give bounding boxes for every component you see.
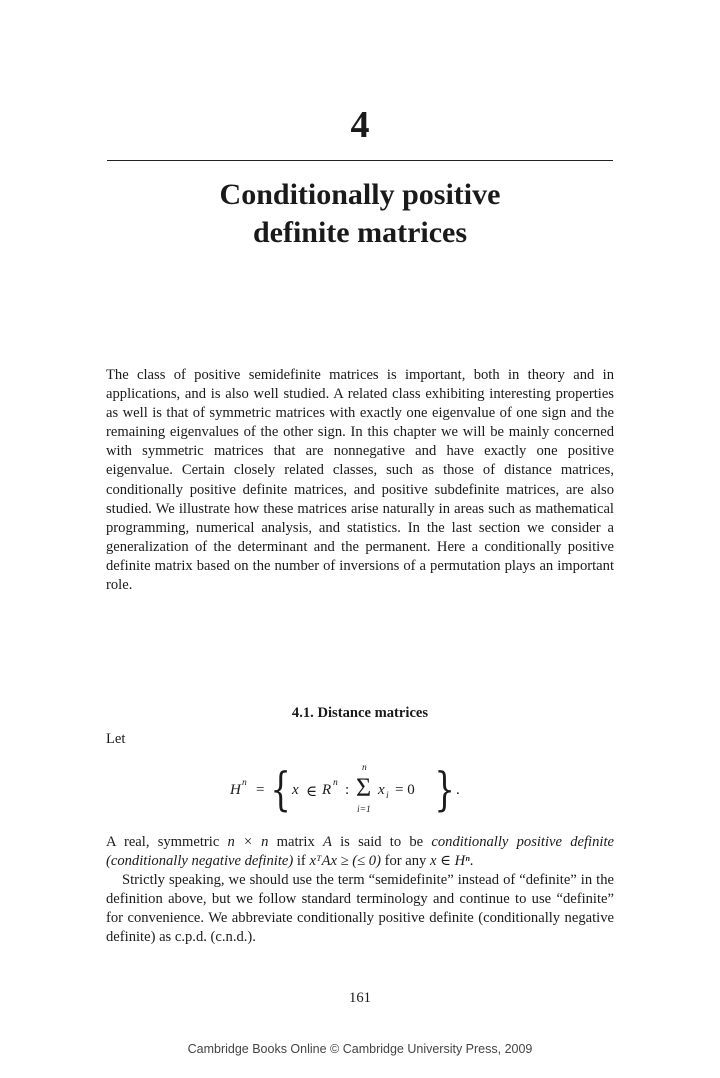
chapter-number: 4 (350, 104, 370, 146)
eq-lhs-base: H (230, 782, 241, 798)
def-text-5: for any (380, 853, 430, 870)
intro-paragraph (106, 366, 614, 595)
eq-colon: : (345, 782, 350, 798)
def-dim: n × n (227, 834, 269, 850)
set-equation (0, 756, 720, 822)
def-text-3: is said to be (331, 834, 432, 850)
eq-rhs: = 0 (395, 782, 415, 798)
eq-summand-sub: i (386, 791, 389, 801)
def-matrix-var: A (322, 834, 332, 850)
def-condition: xᵀAx ≥ (≤ 0) (309, 853, 381, 870)
definition-paragraph (106, 833, 614, 871)
chapter-title (0, 176, 720, 252)
chapter-rule (107, 160, 613, 161)
eq-set-var: x (292, 782, 299, 798)
def-text-1: A real, symmetric (106, 834, 228, 850)
eq-space: R (322, 782, 332, 798)
remark-paragraph: Strictly speaking, we should use the term “semidefinite” instead of “definite” in the definition above, but we follow standard terminology and continue to use “definite” for convenience. We abbreviate conditionally positive definite (conditionally negative definite) as c.p.d. (c.n.d.). (106, 872, 614, 946)
footer-credit: Cambridge Books Online © Cambridge University Press, 2009 (187, 1042, 533, 1056)
eq-in-symbol: ∈ (306, 784, 318, 800)
page-number: 161 (349, 990, 371, 1006)
intro-paragraph-text: The class of positive semidefinite matrices is important, both in theory and in applications, and is also well studied. A related class exhibiting interesting properties as well is that of symmetric matrices with exactly one eigenvalue of one sign and the remaining eigenvalues of the other sign. In this chapter we will be mainly concerned with symmetric matrices that are nonnegative and have exactly one positive eigenvalue. Certain closely related classes, such as those of distance matrices, conditionally positive definite matrices, and positive subdefinite matrices, are also studied. We illustrate how these matrices arise naturally in areas such as mathematical programming, numerical analysis, and statistics. In the last section we consider a generalization of the determinant and the permanent. Here a conditionally positive definite matrix based on the number of inversions of a permutation plays an important role. (106, 367, 614, 594)
let-word: Let (106, 731, 126, 747)
eq-lhs-sup: n (242, 778, 247, 788)
def-term-cpd: conditionally positive definite (431, 834, 614, 850)
eq-summand: x (378, 782, 385, 798)
eq-equals: = (256, 782, 265, 798)
eq-sum-lower: i=1 (357, 805, 371, 815)
def-text-6: . (469, 853, 474, 870)
def-text-4: if (293, 853, 310, 870)
eq-space-sup: n (333, 778, 338, 788)
definition-block (106, 833, 614, 948)
def-term-cnd: (conditionally negative definite) (106, 853, 294, 870)
right-brace-symbol: } (434, 762, 455, 816)
chapter-title-line-1: Conditionally positive (219, 178, 501, 211)
def-condition-2: x ∈ Hⁿ (430, 853, 470, 870)
section-heading: 4.1. Distance matrices (291, 705, 429, 721)
def-text-2: matrix (268, 834, 323, 850)
left-brace-symbol: { (270, 762, 291, 816)
sum-symbol: Σ (356, 773, 372, 802)
eq-period: . (456, 782, 460, 798)
eq-sum-upper: n (362, 763, 367, 773)
chapter-title-line-2: definite matrices (252, 216, 468, 249)
